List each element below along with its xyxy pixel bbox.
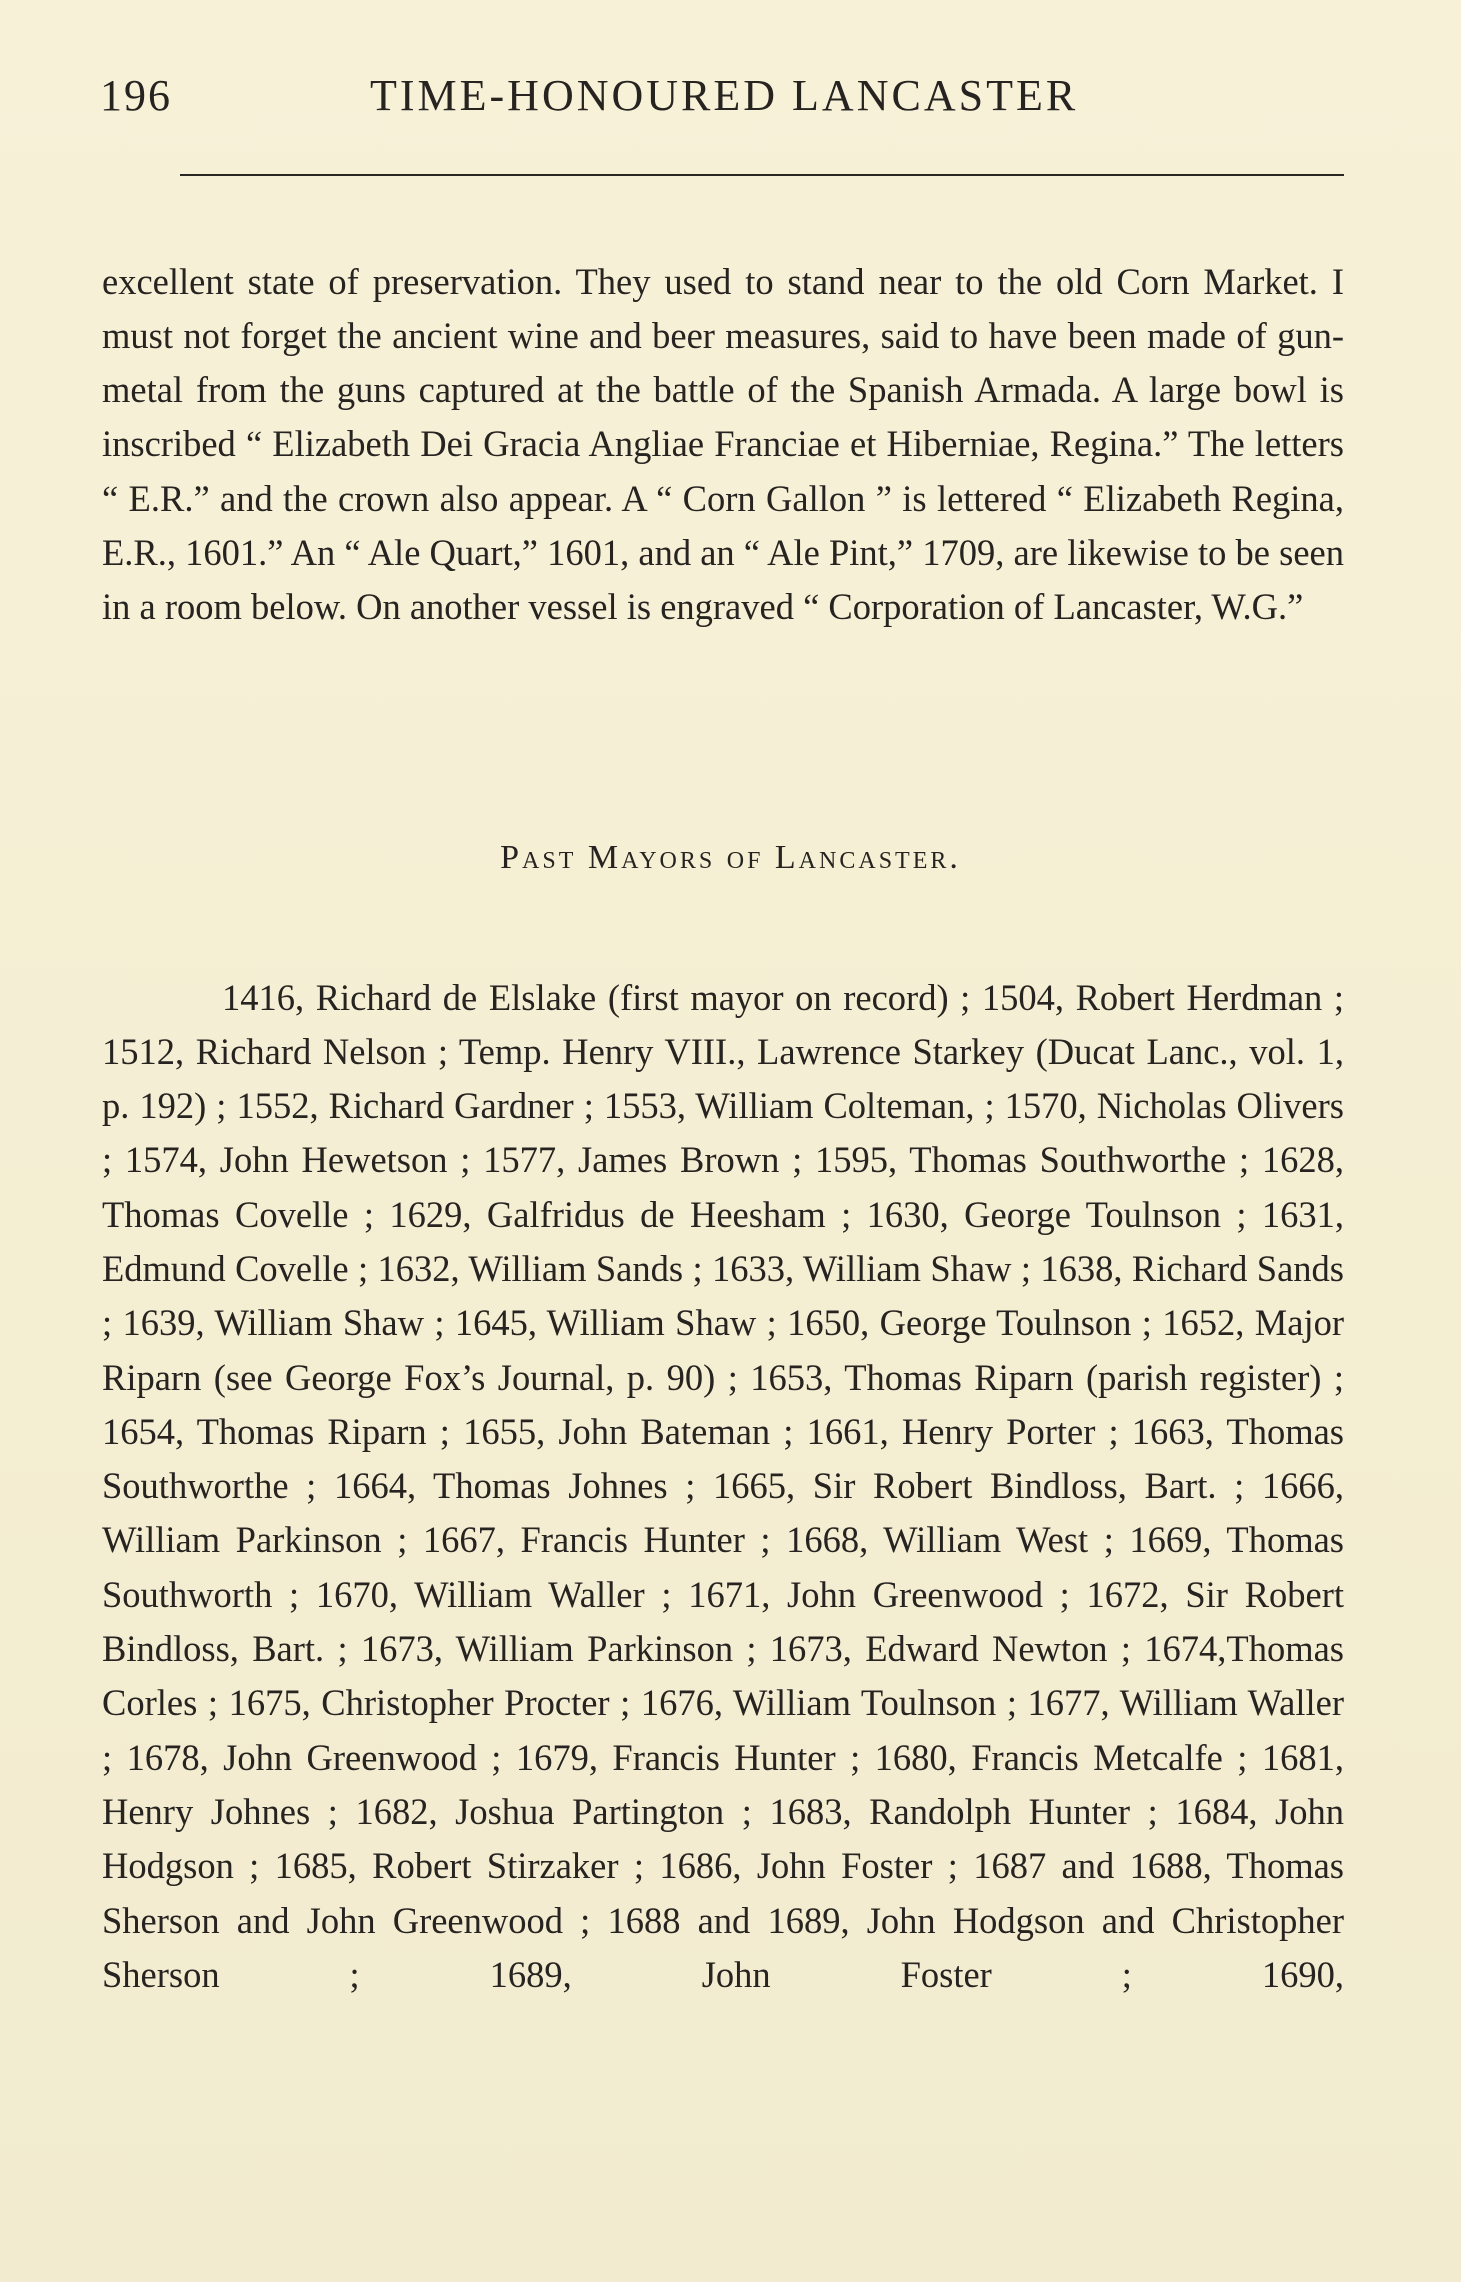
body-paragraph-preservation: excellent state of preservation. They used to stand near to the old Corn Market. I must not forget the ancient wine and beer measures, said to have been made of gun-metal from the guns captured at the battle of the Spanish Armada. A large bowl is inscribed “ Elizabeth Dei Gracia Angliae Franciae et Hiberniae, Regina.” The letters “ E.R.” and the crown also appear. A “ Corn Gallon ” is lettered “ Elizabeth Regina, E.R., 1601.” An “ Ale Quart,” 1601, and an “ Ale Pint,” 1709, are likewise to be seen in a room below. On another vessel is engraved “ Corporation of Lancaster, W.G.” bbox=[102, 260, 1344, 628]
page-number: 196 bbox=[100, 71, 172, 120]
section-heading: Past Mayors of Lancaster. bbox=[500, 839, 961, 876]
header-rule bbox=[180, 174, 1344, 176]
running-title: TIME-HONOURED LANCASTER bbox=[370, 71, 1079, 120]
running-head bbox=[100, 66, 1360, 126]
body-paragraph-mayors-list: 1416, Richard de Elslake (first mayor on record) ; 1504, Robert Herdman ; 1512, Richard Nelson ; Temp. Henry VIII., Lawrence Starkey (Ducat Lanc., vol. 1, p. 192) ; 1552, Richard Gardner ; 1553, William Colteman, ; 1570, Nicholas Olivers ; 1574, John Hewetson ; 1577, James Brown ; 1595, Thomas Southworthe ; 1628, Thomas Covelle ; 1629, Galfridus de Heesham ; 1630, George Toulnson ; 1631, Edmund Covelle ; 1632, William Sands ; 1633, William Shaw ; 1638, Richard Sands ; 1639, William Shaw ; 1645, William Shaw ; 1650, George Toulnson ; 1652, Major Riparn (see George Fox’s Journal, p. 90) ; 1653, Thomas Riparn (parish register) ; 1654, Thomas Riparn ; 1655, John Bateman ; 1661, Henry Porter ; 1663, Thomas Southworthe ; 1664, Thomas Johnes ; 1665, Sir Robert Bindloss, Bart. ; 1666, William Parkinson ; 1667, Francis Hunter ; 1668, William West ; 1669, Thomas Southworth ; 1670, William Waller ; 1671, John Greenwood ; 1672, Sir Robert Bindloss, Bart. ; 1673, William Parkinson ; 1673, Edward Newton ; 1674,Thomas Corles ; 1675, Christopher Procter ; 1676, William Toulnson ; 1677, William Waller ; 1678, John Greenwood ; 1679, Francis Hunter ; 1680, Francis Metcalfe ; 1681, Henry Johnes ; 1682, Joshua Partington ; 1683, Randolph Hunter ; 1684, John Hodgson ; 1685, Robert Stirzaker ; 1686, John Foster ; 1687 and 1688, Thomas Sherson and John Greenwood ; 1688 and 1689, John Hodgson and Christopher Sherson ; 1689, John Foster ; 1690, bbox=[102, 976, 1344, 1995]
